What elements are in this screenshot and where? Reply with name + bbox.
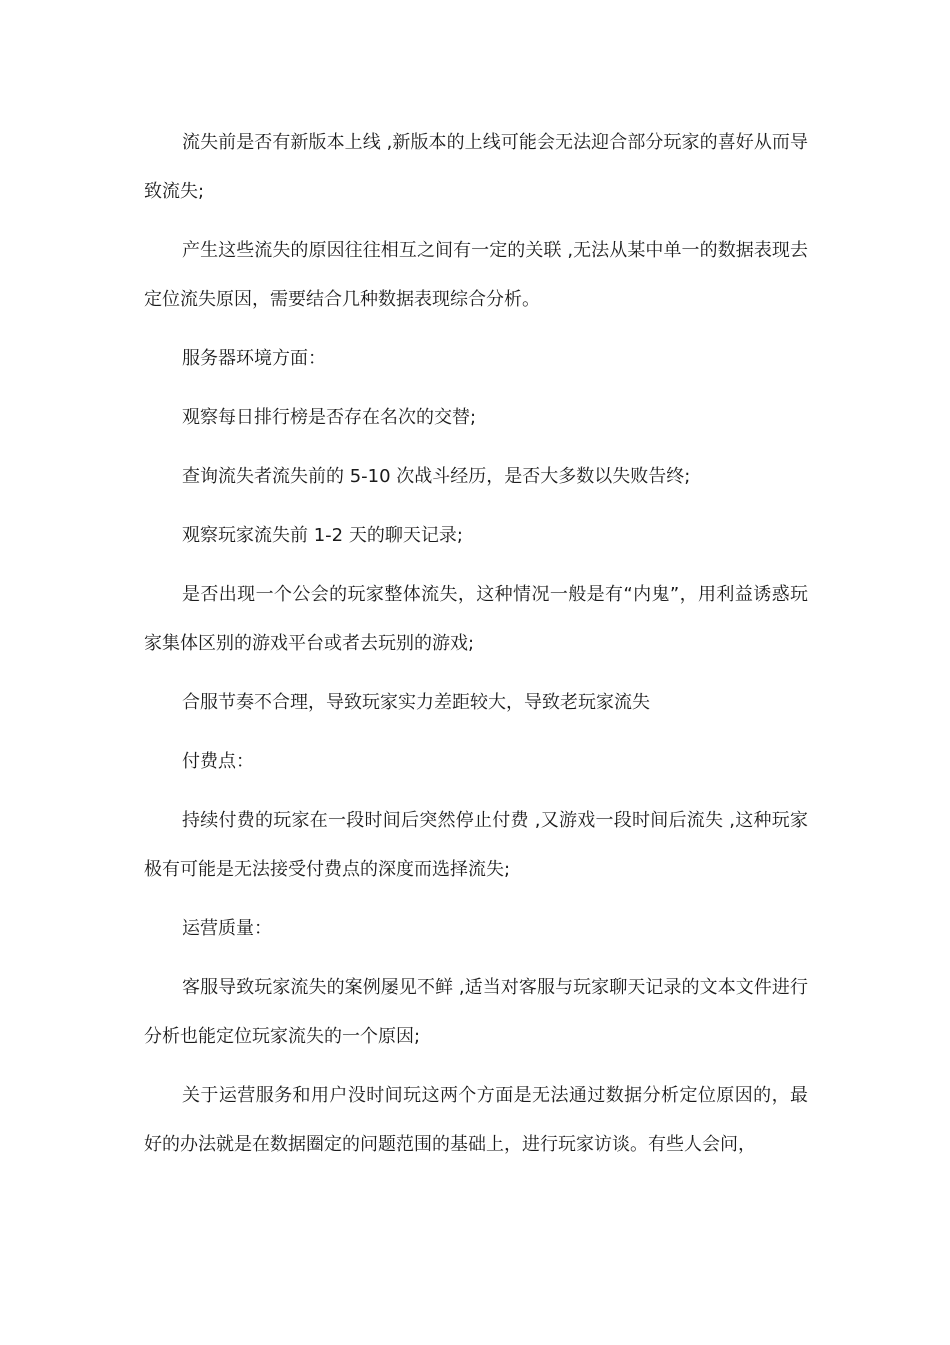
paragraph-server-merge: 合服节奏不合理，导致玩家实力差距较大，导致老玩家流失 (182, 692, 650, 713)
heading-server-environment: 服务器环境方面： (182, 348, 326, 369)
paragraph-guild-churn: 是否出现一个公会的玩家整体流失，这种情况一般是有“内鬼”，用利益诱惑玩家集体区别的游戏平台或者去玩别的游戏; (144, 584, 808, 654)
paragraph-daily-ranking: 观察每日排行榜是否存在名次的交替; (182, 407, 477, 428)
paragraph-customer-service: 客服导致玩家流失的案例屡见不鲜 ,适当对客服与玩家聊天记录的文本文件进行分析也能定位玩家流失的一个原因; (144, 977, 808, 1047)
paragraph-payment-stop: 持续付费的玩家在一段时间后突然停止付费 ,又游戏一段时间后流失 ,这种玩家极有可能是无法接受付费点的深度而选择流失; (144, 810, 808, 880)
paragraph-player-interview: 关于运营服务和用户没时间玩这两个方面是无法通过数据分析定位原因的，最好的办法就是在数据圈定的问题范围的基础上，进行玩家访谈。有些人会问， (144, 1085, 808, 1155)
heading-operation-quality: 运营质量： (182, 918, 272, 939)
paragraph-combined-analysis: 产生这些流失的原因往往相互之间有一定的关联 ,无法从某中单一的数据表现去定位流失原因，需要结合几种数据表现综合分析。 (144, 240, 808, 310)
document-body (144, 118, 808, 1179)
paragraph-chat-records: 观察玩家流失前 1-2 天的聊天记录; (182, 525, 463, 546)
paragraph-new-version: 流失前是否有新版本上线 ,新版本的上线可能会无法迎合部分玩家的喜好从而导致流失; (144, 132, 808, 202)
heading-payment-points: 付费点： (182, 751, 254, 772)
paragraph-battle-history: 查询流失者流失前的 5-10 次战斗经历，是否大多数以失败告终; (182, 466, 691, 487)
